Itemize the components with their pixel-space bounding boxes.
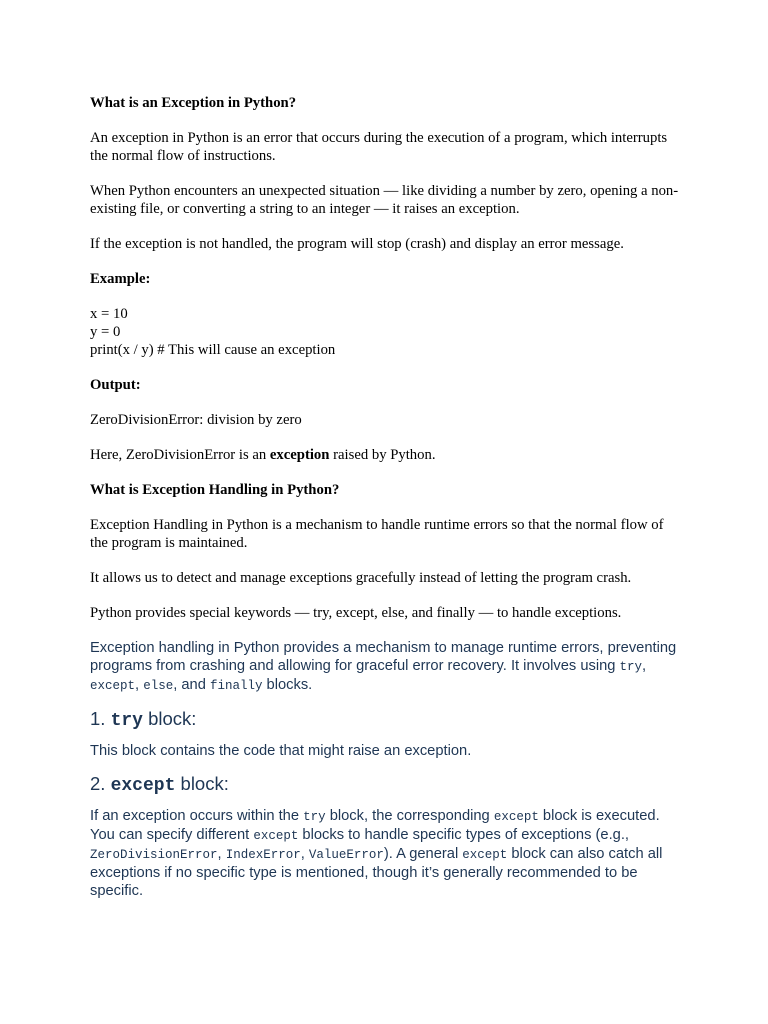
exception-situations: When Python encounters an unexpected situation — like dividing a number by zero, opening a non-existing file, or converting a string to an integer — it raises an exception. (90, 183, 679, 217)
heading-number: 1. (90, 708, 111, 729)
sep: , (135, 677, 144, 693)
output-label: Output: (90, 377, 141, 393)
output-text: ZeroDivisionError: division by zero (90, 412, 302, 428)
intro-suffix: blocks. (262, 677, 313, 693)
heading-number: 2. (90, 773, 111, 794)
except-block-text (90, 807, 680, 900)
kw-finally: finally (209, 679, 263, 693)
document-page (90, 94, 680, 913)
exception-handling-purpose: It allows us to detect and manage exceptions gracefully instead of letting the program crash. (90, 570, 632, 586)
exception-definition: An exception in Python is an error that occurs during the execution of a program, which interrupts the normal flow of instructions. (90, 130, 668, 164)
text-run: , (217, 846, 226, 862)
note-bold: exception (269, 447, 330, 463)
heading-suffix: block: (142, 708, 197, 729)
heading-suffix: block: (175, 773, 229, 794)
unhandled-exception-note: If the exception is not handled, the program will stop (crash) and display an error message. (90, 236, 624, 252)
inline-code: IndexError (225, 848, 301, 862)
exception-handling-definition: Exception Handling in Python is a mechanism to handle runtime errors so that the normal flow of the program is maintained. (90, 517, 664, 551)
sep: , and (173, 677, 210, 693)
sans-section (90, 639, 680, 900)
text-run: ). A general (383, 846, 463, 862)
note-prefix: Here, ZeroDivisionError is an (90, 447, 270, 463)
inline-code: except (462, 848, 508, 862)
inline-code: except (253, 829, 299, 843)
sep: , (642, 658, 647, 674)
text-run: blocks to handle specific types of exceptions (e.g., (298, 827, 629, 843)
try-block-text: This block contains the code that might raise an exception. (90, 743, 472, 759)
intro-text: Exception handling in Python provides a mechanism to manage runtime errors, preventing programs from crashing and allowing for graceful error recovery. It involves using (90, 640, 677, 674)
kw-except: except (90, 679, 136, 693)
inline-code: ZeroDivisionError (90, 848, 218, 862)
exception-keywords-note: Python provides special keywords — try, except, else, and finally — to handle exceptions. (90, 605, 622, 621)
example-label: Example: (90, 271, 151, 287)
text-run: block can also catch all exceptions if no specific type is mentioned, though it’s generally recommended to be specific. (90, 846, 663, 899)
example-code (90, 305, 680, 359)
code-line: y = 0 (90, 324, 121, 340)
inline-code: ValueError (308, 848, 384, 862)
kw-else: else (143, 679, 174, 693)
kw-try: try (619, 660, 643, 674)
exception-handling-heading: What is Exception Handling in Python? (90, 482, 340, 498)
text-run: If an exception occurs within the (90, 808, 304, 824)
note-suffix: raised by Python. (329, 447, 436, 463)
try-block-heading (90, 708, 680, 732)
text-run: , (300, 846, 309, 862)
handling-intro (90, 639, 680, 695)
serif-section (90, 94, 680, 622)
inline-code: except (493, 810, 539, 824)
text-run: block is executed. You can specify different (90, 808, 660, 843)
code-line: x = 10 (90, 306, 128, 322)
exception-heading: What is an Exception in Python? (90, 95, 297, 111)
inline-code: try (303, 810, 326, 824)
heading-keyword: try (110, 711, 143, 731)
heading-keyword: except (110, 776, 176, 796)
except-block-heading (90, 773, 680, 797)
code-line: print(x / y) # This will cause an exception (90, 342, 336, 358)
exception-note (90, 446, 680, 464)
text-run: block, the corresponding (325, 808, 494, 824)
